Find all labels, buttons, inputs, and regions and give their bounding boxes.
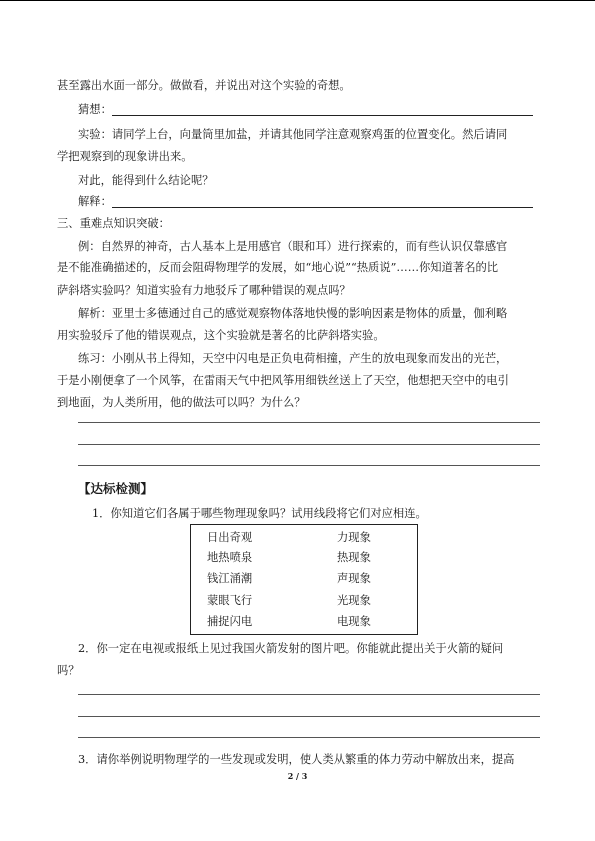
section-heading: 三、重难点知识突破： — [57, 217, 170, 230]
question-3: 3．请你举例说明物理学的一些发现或发明，使人类从繁重的体力劳动中解放出来，提高 — [78, 753, 515, 766]
question-1: 1．你知道它们各属于哪些物理现象吗？试用线段将它们对应相连。 — [92, 507, 427, 520]
match-left-item[interactable]: 日出奇观 — [207, 531, 253, 544]
explain-answer-blank[interactable] — [112, 207, 533, 208]
match-left-item[interactable]: 捕捉闪电 — [207, 615, 253, 628]
answer-line[interactable] — [78, 694, 540, 695]
matching-table — [190, 524, 418, 635]
answer-line[interactable] — [78, 737, 540, 738]
answer-line[interactable] — [78, 422, 540, 423]
paragraph-line: 于是小刚便拿了一个风筝，在雷雨天气中把风筝用细铁丝送上了天空，他想把天空中的电引 — [57, 374, 509, 387]
section-title: 【达标检测】 — [78, 481, 154, 496]
paragraph-line: 用实验驳斥了他的错误观点，这个实验就是著名的比萨斜塔实验。 — [57, 329, 385, 342]
explain-label: 解释： — [78, 195, 112, 208]
paragraph-line: 到地面，为人类所用，他的做法可以吗？为什么？ — [57, 396, 306, 409]
match-left-item[interactable]: 地热喷泉 — [207, 551, 253, 564]
top-border-line — [0, 0, 595, 1]
paragraph-line: 对此，能得到什么结论呢？ — [78, 174, 214, 187]
match-right-item[interactable]: 光现象 — [337, 594, 371, 607]
match-left-item[interactable]: 蒙眼飞行 — [207, 594, 253, 607]
paragraph-line: 例：自然界的神奇，古人基本上是用感官（眼和耳）进行探索的，而有些认识仅靠感官 — [78, 240, 508, 253]
guess-answer-blank[interactable] — [112, 115, 533, 116]
question-2: 2．你一定在电视或报纸上见过我国火箭发射的图片吧。你能就此提出关于火箭的疑问 — [78, 642, 504, 655]
question-2-cont: 吗？ — [57, 664, 80, 677]
match-right-item[interactable]: 电现象 — [337, 615, 371, 628]
paragraph-line: 解析：亚里士多德通过自己的感觉观察物体落地快慢的影响因素是物体的质量，伽利略 — [78, 307, 508, 320]
answer-line[interactable] — [78, 444, 540, 445]
match-left-item[interactable]: 钱江涌潮 — [207, 572, 253, 585]
match-right-item[interactable]: 热现象 — [337, 551, 371, 564]
paragraph-line: 萨斜塔实验吗？知道实验有力地驳斥了哪种错误的观点吗？ — [57, 284, 351, 297]
page-number: 2 / 3 — [287, 771, 308, 781]
paragraph-line: 是不能准确描述的，反而会阻碍物理学的发展，如“地心说”“热质说”……你知道著名的比 — [57, 261, 499, 274]
paragraph-line: 练习：小刚从书上得知，天空中闪电是正负电荷相撞，产生的放电现象而发出的光芒， — [78, 352, 508, 365]
paragraph-line: 甚至露出水面一部分。做做看，并说出对这个实验的奇想。 — [57, 79, 351, 92]
answer-line[interactable] — [78, 465, 540, 466]
paragraph-line: 实验：请同学上台，向量筒里加盐，并请其他同学注意观察鸡蛋的位置变化。然后请同 — [78, 128, 508, 141]
match-right-item[interactable]: 声现象 — [337, 572, 371, 585]
guess-label: 猜想： — [78, 103, 112, 116]
paragraph-line: 学把观察到的现象讲出来。 — [57, 150, 193, 163]
match-right-item[interactable]: 力现象 — [337, 531, 371, 544]
answer-line[interactable] — [78, 716, 540, 717]
